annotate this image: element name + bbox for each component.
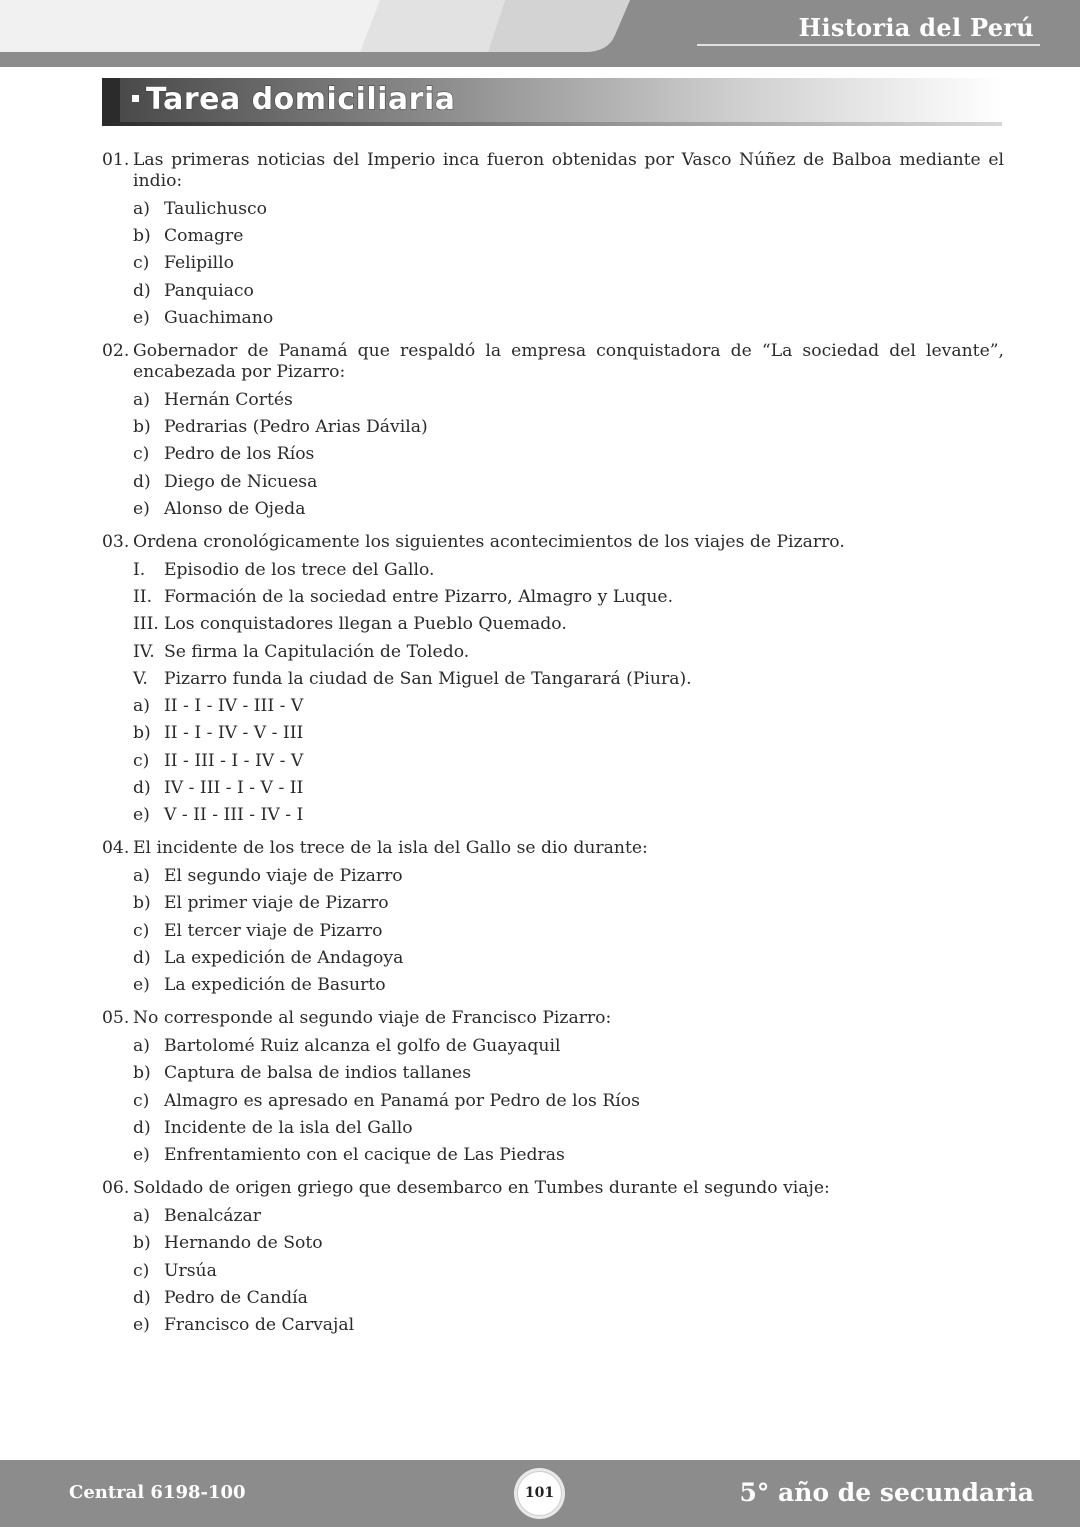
answer-option-key: a) [133,389,150,410]
answer-option [102,1312,1004,1339]
answer-option-text: Almagro es apresado en Panamá por Pedro de los Ríos [164,1090,640,1111]
page-number-badge [513,1467,566,1520]
answer-option [102,1257,1004,1284]
answer-option-text: Panquiaco [164,280,254,301]
answer-option-text: Incidente de la isla del Gallo [164,1117,413,1138]
answer-option-key: d) [133,777,151,798]
answer-option-key: d) [133,1117,151,1138]
question-stem [102,341,1004,383]
answer-option [102,862,1004,889]
answer-option [102,277,1004,304]
statement-item [102,665,1004,692]
book-title: Historia del Perú [798,13,1034,42]
answer-option-key: e) [133,498,150,519]
answer-option [102,802,1004,829]
answer-option-text: Alonso de Ojeda [164,498,306,519]
answer-option [102,413,1004,440]
question-text: Soldado de origen griego que desembarco en Tumbes durante el segundo viaje: [133,1178,830,1199]
answer-option-key: a) [133,1036,150,1057]
answer-option [102,441,1004,468]
answer-option-text: Pedro de Candía [164,1287,308,1308]
question-item [102,1008,1004,1168]
answer-option-text: El segundo viaje de Pizarro [164,866,403,887]
answer-option [102,1087,1004,1114]
answer-option [102,1032,1004,1059]
answer-option [102,917,1004,944]
question-stem [102,838,1004,859]
answer-option-text: Taulichusco [164,198,267,219]
answer-option [102,1060,1004,1087]
answer-option [102,1202,1004,1229]
section-title: Tarea domiciliaria [146,82,456,117]
question-text: El incidente de los trece de la isla del Gallo se dio durante: [133,838,648,859]
answer-option-key: b) [133,1063,151,1084]
answer-option [102,222,1004,249]
answer-option-key: c) [133,1260,150,1281]
answer-option-text: Enfrentamiento con el cacique de Las Piedras [164,1145,565,1166]
answer-option-key: c) [133,444,150,465]
answer-option-key: e) [133,307,150,328]
statement-item [102,611,1004,638]
answer-option-text: Hernando de Soto [164,1233,323,1254]
answer-option-key: e) [133,805,150,826]
answer-option [102,495,1004,522]
statement-item-key: II. [133,586,153,607]
answer-option-text: Pedrarias (Pedro Arias Dávila) [164,416,428,437]
answer-option-text: Diego de Nicuesa [164,471,318,492]
answer-option [102,1142,1004,1169]
answer-option [102,1284,1004,1311]
answer-option-text: El tercer viaje de Pizarro [164,920,383,941]
answer-option-text: II - III - I - IV - V [164,750,304,771]
question-text: No corresponde al segundo viaje de Francisco Pizarro: [133,1008,612,1029]
answer-option-text: El primer viaje de Pizarro [164,893,389,914]
page-header [0,0,1080,67]
answer-option-text: V - II - III - IV - I [164,805,304,826]
question-number: 05. [102,1008,130,1029]
bullet-icon [132,95,139,102]
answer-option-key: b) [133,893,151,914]
answer-option-key: d) [133,947,151,968]
answer-option-key: d) [133,471,151,492]
answer-option-text: Comagre [164,225,244,246]
answer-option [102,972,1004,999]
statement-item-key: III. [133,614,159,635]
answer-option-text: La expedición de Basurto [164,975,386,996]
answer-option-text: Francisco de Carvajal [164,1315,355,1336]
answer-option [102,195,1004,222]
answer-option [102,774,1004,801]
answer-option-key: a) [133,696,150,717]
answer-option [102,304,1004,331]
answer-option [102,250,1004,277]
question-number: 03. [102,531,130,552]
statement-item-key: V. [133,668,148,689]
statement-item-text: Formación de la sociedad entre Pizarro, Almagro y Luque. [164,586,674,607]
answer-option-text: II - I - IV - V - III [164,723,304,744]
answer-option-text: Hernán Cortés [164,389,293,410]
answer-option [102,1230,1004,1257]
question-list [102,150,1004,1348]
statement-item [102,556,1004,583]
answer-option-key: b) [133,1233,151,1254]
grade-label: 5° año de secundaria [739,1478,1034,1507]
answer-option-key: e) [133,1145,150,1166]
statement-item [102,638,1004,665]
statement-item-text: Se firma la Capitulación de Toledo. [164,641,470,662]
answer-option [102,692,1004,719]
statement-item-text: Pizarro funda la ciudad de San Miguel de Tangarará (Piura). [164,668,692,689]
answer-option-text: Guachimano [164,307,274,328]
question-stem [102,532,1004,553]
answer-option-key: c) [133,253,150,274]
question-item [102,838,1004,998]
question-stem [102,1008,1004,1029]
question-item [102,532,1004,829]
statement-item-key: I. [133,559,146,580]
answer-option [102,386,1004,413]
question-text: Las primeras noticias del Imperio inca fueron obtenidas por Vasco Núñez de Balboa mediante el indio: [133,150,1004,191]
answer-option-text: Pedro de los Ríos [164,444,315,465]
answer-option-key: c) [133,1090,150,1111]
answer-option-text: IV - III - I - V - II [164,777,304,798]
answer-option-key: d) [133,1287,151,1308]
answer-option-key: b) [133,225,151,246]
answer-option-text: Captura de balsa de indios tallanes [164,1063,472,1084]
banner-underline [102,122,1002,126]
answer-option [102,747,1004,774]
question-stem [102,150,1004,192]
answer-option [102,720,1004,747]
statement-item [102,583,1004,610]
question-number: 04. [102,838,130,859]
statement-item-text: Episodio de los trece del Gallo. [164,559,435,580]
question-item [102,1178,1004,1338]
question-text: Ordena cronológicamente los siguientes acontecimientos de los viajes de Pizarro. [133,531,845,552]
answer-option [102,1114,1004,1141]
answer-option-key: b) [133,416,151,437]
question-item [102,150,1004,331]
question-number: 01. [102,150,130,170]
question-number: 06. [102,1178,130,1199]
statement-item-key: IV. [133,641,155,662]
answer-option-text: Bartolomé Ruiz alcanza el golfo de Guayaquil [164,1036,561,1057]
answer-option-key: e) [133,1315,150,1336]
answer-option [102,944,1004,971]
answer-option-text: Ursúa [164,1260,217,1281]
question-stem [102,1178,1004,1199]
answer-option-key: e) [133,975,150,996]
section-banner [102,78,1002,128]
footer-phone: Central 6198-100 [69,1482,246,1503]
answer-option-key: b) [133,723,151,744]
answer-option-key: a) [133,1206,150,1227]
question-text: Gobernador de Panamá que respaldó la empresa conquistadora de “La sociedad del levante”, encabezada por Pizarro: [133,340,1004,382]
answer-option-text: La expedición de Andagoya [164,947,404,968]
statement-item-text: Los conquistadores llegan a Pueblo Quemado. [164,614,567,635]
answer-option-text: Benalcázar [164,1206,262,1227]
answer-option-text: II - I - IV - III - V [164,696,304,717]
answer-option-key: c) [133,920,150,941]
answer-option-text: Felipillo [164,253,234,274]
question-number: 02. [102,340,130,361]
answer-option-key: d) [133,280,151,301]
question-item [102,341,1004,522]
answer-option [102,890,1004,917]
page-footer [0,1460,1080,1527]
answer-option [102,468,1004,495]
answer-option-key: a) [133,198,150,219]
answer-option-key: a) [133,866,150,887]
answer-option-key: c) [133,750,150,771]
banner-dark-block [102,78,120,126]
page-number: 101 [524,1485,555,1501]
